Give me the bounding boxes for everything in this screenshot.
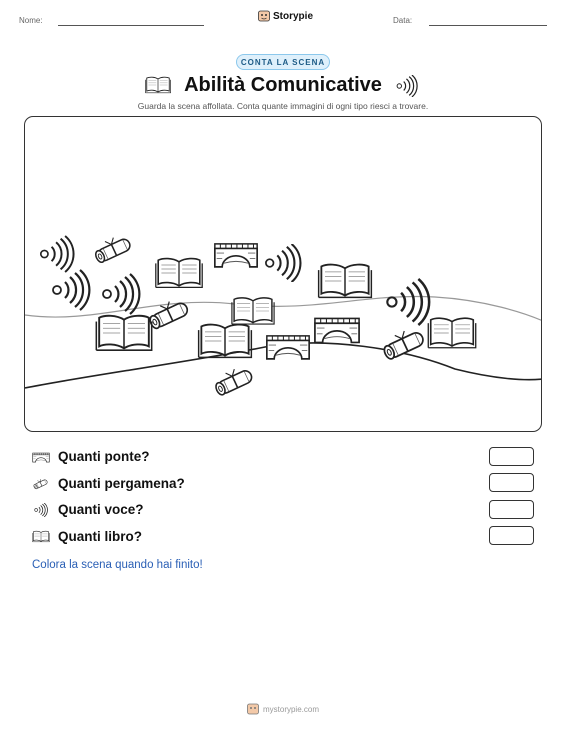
book-icon <box>428 318 475 347</box>
voice-icon <box>32 503 50 517</box>
scene-drawing <box>25 117 542 432</box>
voice-icon <box>387 279 429 325</box>
name-line[interactable] <box>58 25 204 26</box>
scroll-icon <box>380 325 425 360</box>
voice-icon <box>396 75 418 97</box>
page-title: Abilità Comunicative <box>184 74 382 96</box>
bridge-icon <box>315 318 359 342</box>
brand-name: Storypie <box>273 10 314 22</box>
voice-icon <box>53 270 89 310</box>
scroll-icon <box>92 232 132 263</box>
question-text: Quanti voce? <box>58 502 144 517</box>
answer-box-scroll[interactable] <box>489 473 534 492</box>
book-icon <box>32 530 50 543</box>
question-text: Quanti libro? <box>58 529 142 544</box>
brand-logo <box>258 10 313 22</box>
footer-url[interactable]: mystorypie.com <box>262 704 319 714</box>
book-icon <box>96 316 151 350</box>
answer-box-voice[interactable] <box>489 500 534 519</box>
color-instruction: Colora la scena quando hai finito! <box>32 559 203 571</box>
page-subtitle: Guarda la scena affollata. Conta quante immagini di ogni tipo riesci a trovare. <box>137 101 429 111</box>
scroll-icon <box>32 478 50 490</box>
storypie-logo-icon <box>258 10 270 22</box>
answer-box-bridge[interactable] <box>489 447 534 466</box>
book-icon <box>319 265 372 298</box>
voice-icon <box>103 274 139 314</box>
question-row-scroll <box>32 476 185 491</box>
question-row-voice <box>32 502 144 517</box>
voice-icon <box>41 236 74 272</box>
bridge-icon <box>215 244 257 267</box>
voice-icon <box>266 244 301 282</box>
bridge-icon <box>267 336 309 359</box>
answer-box-book[interactable] <box>489 526 534 545</box>
page-footer <box>0 703 566 715</box>
bridge-icon <box>32 451 50 463</box>
question-text: Quanti ponte? <box>58 449 150 464</box>
date-label: Data: <box>393 16 413 25</box>
question-row-bridge <box>32 449 150 464</box>
storypie-logo-icon <box>247 703 259 715</box>
section-badge: CONTA LA SCENA <box>236 54 330 70</box>
date-line[interactable] <box>429 25 547 26</box>
scroll-icon <box>212 364 254 397</box>
name-label: Nome: <box>19 16 43 25</box>
counting-scene[interactable] <box>24 116 542 432</box>
book-icon <box>199 325 252 358</box>
question-row-book <box>32 529 142 544</box>
book-icon <box>156 259 202 288</box>
question-text: Quanti pergamena? <box>58 476 185 491</box>
book-icon <box>232 298 274 324</box>
